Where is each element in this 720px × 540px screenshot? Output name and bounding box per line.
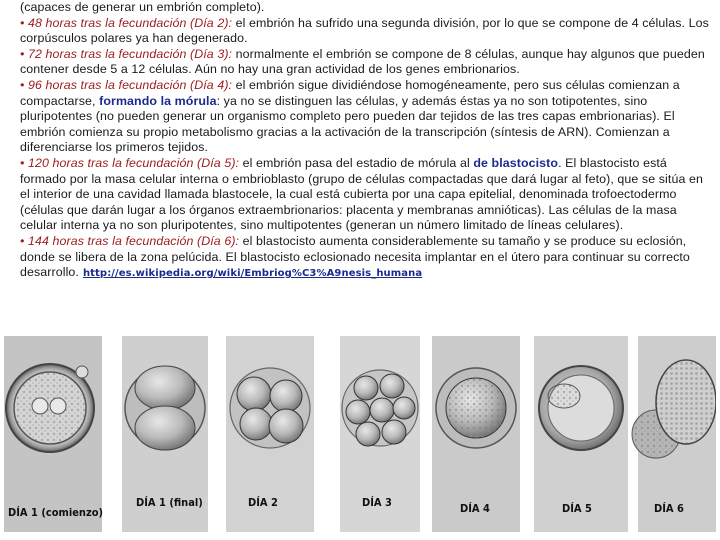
bullet-text-48h: el embrión ha sufrido una segunda división, por lo que se compone de 4 células. Los corpúsculos polares ya han degenerado.: [20, 15, 709, 46]
bullet-text-96h-a: el embrión sigue dividiéndose homogéneamente, pero sus células comienzan a compactarse,: [20, 77, 680, 108]
document-body: [20, 0, 716, 282]
bullet-text-120h-b: . El blastocisto está formado por la masa celular interna o embrioblasto (grupo de células compactadas que dará lugar al feto), que se sitúa en el interior de una cavidad llamada blastocele, la cual está cubierta por una capa epitelial, denominada trofoectodermo (células que darán lugar a los órganos extraembrionarios: placenta y membranas amnióticas). Las células de la masa celular interna ya no son pluripotentes, sino multipotentes (generan un número limitado de líneas celulares).: [20, 155, 703, 233]
bullet-text-120h-a: el embrión pasa del estadio de mórula al: [239, 155, 474, 170]
paragraph-144h: [20, 234, 716, 282]
embryo-panel-day1-start: [4, 336, 102, 532]
bullet-text-144h: el blastocisto aumenta considerablemente su tamaño y se produce su eclosión, donde se libera de la zona pelúcida. El blastocisto eclosionado necesita implantar en el útero para continuar su correcto desarrollo.: [20, 233, 690, 280]
embryo-stages-figure: [4, 336, 716, 532]
stage-label-day6: DÍA 6: [654, 502, 684, 515]
stage-label-day2: DÍA 2: [248, 496, 278, 509]
stage-label-day3: DÍA 3: [362, 496, 392, 509]
stage-label-day5: DÍA 5: [562, 502, 592, 515]
paragraph-intro: [20, 0, 716, 16]
stage-label-day4: DÍA 4: [460, 502, 490, 515]
emphasis-morula: formando la mórula: [99, 93, 217, 108]
bullet-heading-96h: • 96 horas tras la fecundación (Día 4):: [20, 77, 233, 92]
stage-label-day1-end: DÍA 1 (final): [136, 496, 203, 509]
bullet-heading-144h: • 144 horas tras la fecundación (Día 6):: [20, 233, 240, 248]
bullet-heading-120h: • 120 horas tras la fecundación (Día 5):: [20, 155, 240, 170]
emphasis-blastocisto: de blastocisto: [473, 155, 559, 170]
paragraph-72h: [20, 47, 716, 78]
stage-label-day1-start: DÍA 1 (comienzo): [8, 506, 104, 519]
bullet-heading-72h: • 72 horas tras la fecundación (Día 3):: [20, 46, 233, 61]
paragraph-96h: [20, 78, 716, 156]
bullet-text-96h-b: : ya no se distinguen las células, y además éstas ya no son totipotentes, sino pluripotentes (no pueden generar un organismo completo pero pueden dar tejidos de las tres capas embrionarias). El embrión comienza su propio metabolismo gracias a la activación de la transcripción (síntesis de ARN). Comienzan a diferenciarse los primeros tejidos.: [20, 93, 675, 155]
source-link[interactable]: http://es.wikipedia.org/wiki/Embriog%C3%A9nesis_humana: [82, 268, 423, 280]
intro-line: (capaces de generar un embrión completo).: [20, 0, 265, 14]
paragraph-48h: [20, 16, 716, 47]
bullet-heading-48h: • 48 horas tras la fecundación (Día 2):: [20, 15, 233, 30]
bullet-text-72h: normalmente el embrión se compone de 8 células, aunque hay algunos que pueden contener desde 5 a 12 células. Aún no hay una gran actividad de los genes embrionarios.: [20, 46, 705, 77]
paragraph-120h: [20, 156, 716, 234]
